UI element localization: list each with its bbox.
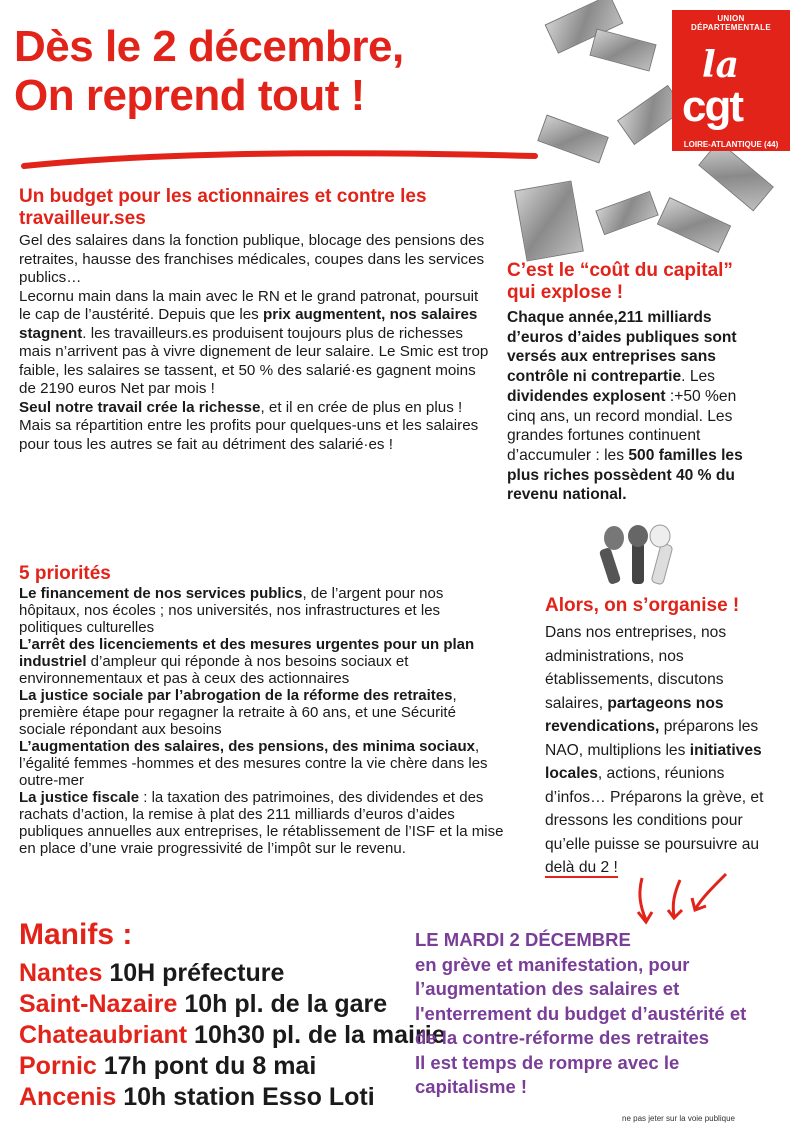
manif-item: Pornic 17h pont du 8 mai [19,1052,317,1080]
organise-heading: Alors, on s’organise ! [545,595,740,616]
priority-item: La justice fiscale : la taxation des patrimoines, des dividendes et des rachats d’action, la remise à plat des 211 milliards d’euros d’aides publiques annuelles aux entreprises, le rétablissement de l’ISF et la mise en place d’une vraie progressivité de l’impôt sur le revenu. [19,789,504,857]
budget-p2: Lecornu main dans la main avec le RN et le grand patronat, poursuit le cap de l’austérité. Depuis que les prix augmentent, nos salaires stagnent. les travailleurs.es produisent toujours plus de richesses mais n’arrivent pas à vivre dignement de leur salaire. Le Smic est trop faible, les salaires se tassent, et 50 % des salarié·es gagnent moins de 2190 euros Net par mois ! [19,287,489,397]
budget-p1: Gel des salaires dans la fonction publique, blocage des pensions des retraites, hausse des franchises médicales, coupes dans les services publics… [19,232,485,286]
priority-item: L’arrêt des licenciements et des mesures urgentes pour un plan industriel d’ampleur qui réponde à nos besoins sociaux et environnementaux et pas à ceux des actionnaires [19,636,475,687]
raised-fists-icon [598,522,678,586]
priority-item: L’augmentation des salaires, des pensions, des minima sociaux, l’égalité femmes -hommes et des mesures contre la vie chère dans les outre-mer [19,738,488,789]
logo-departementale: DÉPARTEMENTALE [691,23,771,32]
manifs-section [19,916,446,1113]
priorities-heading: 5 priorités [19,563,111,584]
budget-section [19,186,489,454]
strike-callout: LE MARDI 2 DÉCEMBRE en grève et manifestation, pour l’augmentation des salaires et l'enterrement du budget d’austérité et de la contre-réforme des retraites Il est temps de rompre avec le capitalisme ! [415,928,800,1100]
callout-date: LE MARDI 2 DÉCEMBRE [415,929,631,950]
logo-region: LOIRE-ATLANTIQUE (44) [683,140,779,149]
title-line-1: Dès le 2 décembre, [14,22,404,71]
title-line-2: On reprend tout ! [14,71,365,120]
organise-section [545,595,785,880]
arrows-icon [630,870,740,930]
capital-section [507,260,762,505]
manifs-heading: Manifs : [19,918,133,951]
logo-la: la [702,44,740,86]
footer-note: ne pas jeter sur la voie publique [622,1114,735,1123]
cgt-logo [672,10,790,151]
capital-heading: C’est le “coût du capital” qui explose ! [507,260,733,303]
priority-item: Le financement de nos services publics, de l’argent pour nos hôpitaux, nos écoles ; nos universités, nos infrastructures et les politiques culturelles [19,585,444,636]
priority-item: La justice sociale par l’abrogation de la réforme des retraites, première étape pour regagner la retraite à 60 ans, et une Sécurité sociale répondant aux besoins [19,687,457,738]
manif-item: Nantes 10H préfecture [19,959,285,987]
logo-union: UNION [717,14,745,23]
capital-body: Chaque année,211 milliards d’euros d’aides publiques sont versés aux entreprises sans contrôle ni contrepartie. Les dividendes explosent :+50 %en cinq ans, un record mondial. Les grandes fortunes continuent d’accumuler : les 500 familles les plus riches possèdent 40 % du revenu national. [507,309,743,504]
priorities-section [19,563,504,857]
organise-body: Dans nos entreprises, nos administrations, nos établissements, discutons salaires, partageons nos revendications, préparons les NAO, multiplions les initiatives locales, actions, réunions d’infos… Préparons la grève, et dressons les conditions pour qu’elle puisse se poursuivre au delà du 2 ! [545,624,764,876]
logo-cgt: cgt [682,82,742,131]
underline-swoosh [20,148,540,172]
page-title [14,22,574,120]
manif-item: Saint-Nazaire 10h pl. de la gare [19,990,388,1018]
manif-item: Ancenis 10h station Esso Loti [19,1083,375,1111]
budget-heading: Un budget pour les actionnaires et contre les travailleur.ses [19,186,427,229]
manif-item: Chateaubriant 10h30 pl. de la mairie [19,1021,446,1049]
budget-p3: Seul notre travail crée la richesse, et il en crée de plus en plus ! Mais sa répartition entre les profits pour quelques-uns et les salaires pour tous les autres se fait au détriment des salarié·es ! [19,398,479,453]
